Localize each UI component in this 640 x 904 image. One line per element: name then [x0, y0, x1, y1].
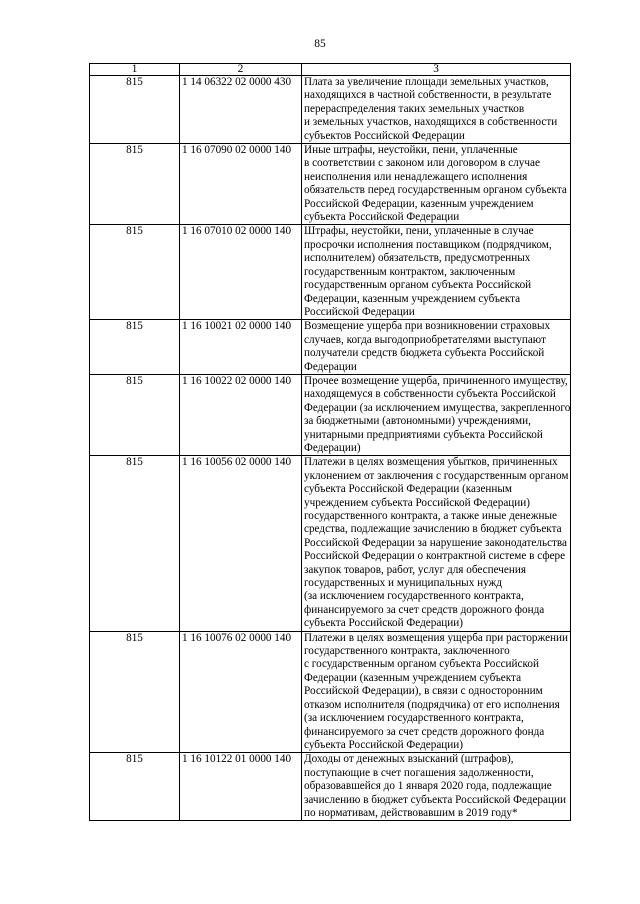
description-line: находящемуся в собственности субъекта Российской	[304, 388, 556, 401]
admin-code-cell: 815	[90, 753, 180, 821]
table-row	[90, 753, 571, 821]
description-line: Федерации)	[304, 441, 361, 454]
description-line: субъекта Российской Федерации (казенным	[304, 483, 512, 496]
description-line: государственного контракта, заключенного	[304, 645, 510, 658]
description-line: отказом исполнителя (подрядчика) от его исполнения	[304, 698, 560, 711]
column-header-1: 1	[90, 64, 180, 76]
revenue-code-cell: 1 16 07010 02 0000 140	[180, 225, 302, 320]
description-line: закупок товаров, работ, услуг для обеспечения	[304, 563, 526, 576]
description-line: (за исключением государственного контракта,	[304, 590, 524, 603]
revenue-code-cell: 1 16 10022 02 0000 140	[180, 374, 302, 455]
table-row	[90, 144, 571, 225]
description-line: Российской Федерации	[304, 305, 415, 318]
admin-code-cell: 815	[90, 225, 180, 320]
description-line: Платежи в целях возмещения ущерба при расторжении	[304, 631, 569, 644]
description-line: уклонением от заключения с государственным органом	[304, 469, 569, 482]
description-cell	[302, 374, 571, 455]
description-line: Российской Федерации, казенным учреждением	[304, 197, 534, 210]
description-line: перераспределения таких земельных участков	[304, 102, 525, 115]
description-line: находящихся в частной собственности, в результате	[304, 89, 552, 102]
description-line: неисполнения или ненадлежащего исполнения	[304, 170, 528, 183]
table-row	[90, 456, 571, 631]
admin-code-cell: 815	[90, 374, 180, 455]
description-line: государственного контракта, а также иные денежные	[304, 510, 557, 522]
description-line: по нормативам, действовавшим в 2019 году*	[304, 806, 518, 819]
description-line: Российской Федерации), в связи с односторонним	[304, 685, 543, 698]
description-line: учреждением субъекта Российской Федерации)	[304, 496, 530, 509]
admin-code-cell: 815	[90, 320, 180, 375]
description-line: Федерации, казенным учреждением субъекта	[304, 292, 521, 305]
description-line: Прочее возмещение ущерба, причиненного имуществу,	[304, 374, 568, 387]
column-header-2: 2	[180, 64, 302, 76]
description-line: государственных и муниципальных нужд	[304, 577, 502, 590]
table-row	[90, 374, 571, 455]
description-line: (за исключением государственного контракта,	[304, 712, 524, 725]
revenue-code-cell: 1 16 10122 01 0000 140	[180, 753, 302, 821]
description-line: Иные штрафы, неустойки, пени, уплаченные	[304, 144, 518, 157]
admin-code-cell: 815	[90, 144, 180, 225]
description-line: субъектов Российской Федерации	[304, 129, 465, 142]
description-cell	[302, 753, 571, 821]
description-line: унитарными предприятиями субъекта Российской	[304, 428, 543, 441]
description-cell	[302, 320, 571, 375]
description-cell	[302, 144, 571, 225]
description-line: Штрафы, неустойки, пени, уплаченные в случае	[304, 225, 534, 238]
description-line: Плата за увеличение площади земельных участков,	[304, 76, 549, 88]
description-line: Федерации (казенным учреждением субъекта	[304, 671, 522, 684]
description-line: просрочки исполнения поставщиком (подрядчиком,	[304, 238, 552, 251]
revenue-code-cell: 1 16 07090 02 0000 140	[180, 144, 302, 225]
description-line: за бюджетными (автономными) учреждениями,	[304, 415, 531, 428]
description-line: средства, подлежащие зачислению в бюджет субъекта	[304, 523, 562, 536]
page-number: 85	[314, 38, 326, 50]
description-line: государственным контрактом, заключенным	[304, 265, 516, 278]
description-line: в соответствии с законом или договором в случае	[304, 157, 540, 170]
description-line: и земельных участков, находящихся в собственности	[304, 116, 558, 129]
table-body	[90, 76, 571, 821]
description-cell	[302, 76, 571, 144]
description-cell	[302, 456, 571, 631]
revenue-code-cell: 1 14 06322 02 0000 430	[180, 76, 302, 144]
description-line: финансируемого за счет средств дорожного фонда	[304, 725, 545, 738]
table-row	[90, 320, 571, 375]
description-line: получатели средств бюджета субъекта Российской	[304, 347, 545, 360]
description-line: Платежи в целях возмещения убытков, причиненных	[304, 456, 558, 469]
table-row	[90, 225, 571, 320]
admin-code-cell: 815	[90, 76, 180, 144]
description-line: Возмещение ущерба при возникновении страховых	[304, 320, 551, 333]
revenue-code-cell: 1 16 10056 02 0000 140	[180, 456, 302, 631]
description-line: субъекта Российской Федерации)	[304, 617, 463, 630]
description-line: образовавшейся до 1 января 2020 года, подлежащие	[304, 780, 552, 793]
revenue-code-cell: 1 16 10021 02 0000 140	[180, 320, 302, 375]
table-row	[90, 631, 571, 753]
admin-code-cell: 815	[90, 631, 180, 753]
description-line: субъекта Российской Федерации)	[304, 738, 463, 751]
description-line: финансируемого за счет средств дорожного фонда	[304, 603, 545, 616]
description-line: Российской Федерации о контрактной системе в сфере	[304, 550, 566, 563]
description-line: случаев, когда выгодоприобретателями выступают	[304, 333, 546, 346]
admin-code-cell: 815	[90, 456, 180, 631]
table-header-row	[90, 64, 571, 76]
description-line: поступающие в счет погашения задолженности,	[304, 766, 534, 779]
description-line: Доходы от денежных взысканий (штрафов),	[304, 753, 514, 766]
table-row	[90, 76, 571, 144]
description-line: обязательств перед государственным органом субъекта	[304, 184, 567, 197]
revenue-code-cell: 1 16 10076 02 0000 140	[180, 631, 302, 753]
description-line: субъекта Российской Федерации	[304, 211, 460, 224]
revenue-codes-table	[89, 63, 571, 821]
description-line: Российской Федерации за нарушение законодательства	[304, 536, 568, 549]
description-line: Федерации (за исключением имущества, закрепленного	[304, 401, 571, 414]
description-line: Федерации	[304, 360, 357, 373]
description-line: зачислению в бюджет субъекта Российской Федерации	[304, 793, 566, 806]
description-cell	[302, 631, 571, 753]
description-cell	[302, 225, 571, 320]
column-header-3: 3	[302, 64, 571, 76]
description-line: государственным органом субъекта Российской	[304, 279, 532, 292]
description-line: исполнителем) обязательств, предусмотренных	[304, 252, 531, 265]
description-line: с государственным органом субъекта Российской	[304, 658, 539, 671]
